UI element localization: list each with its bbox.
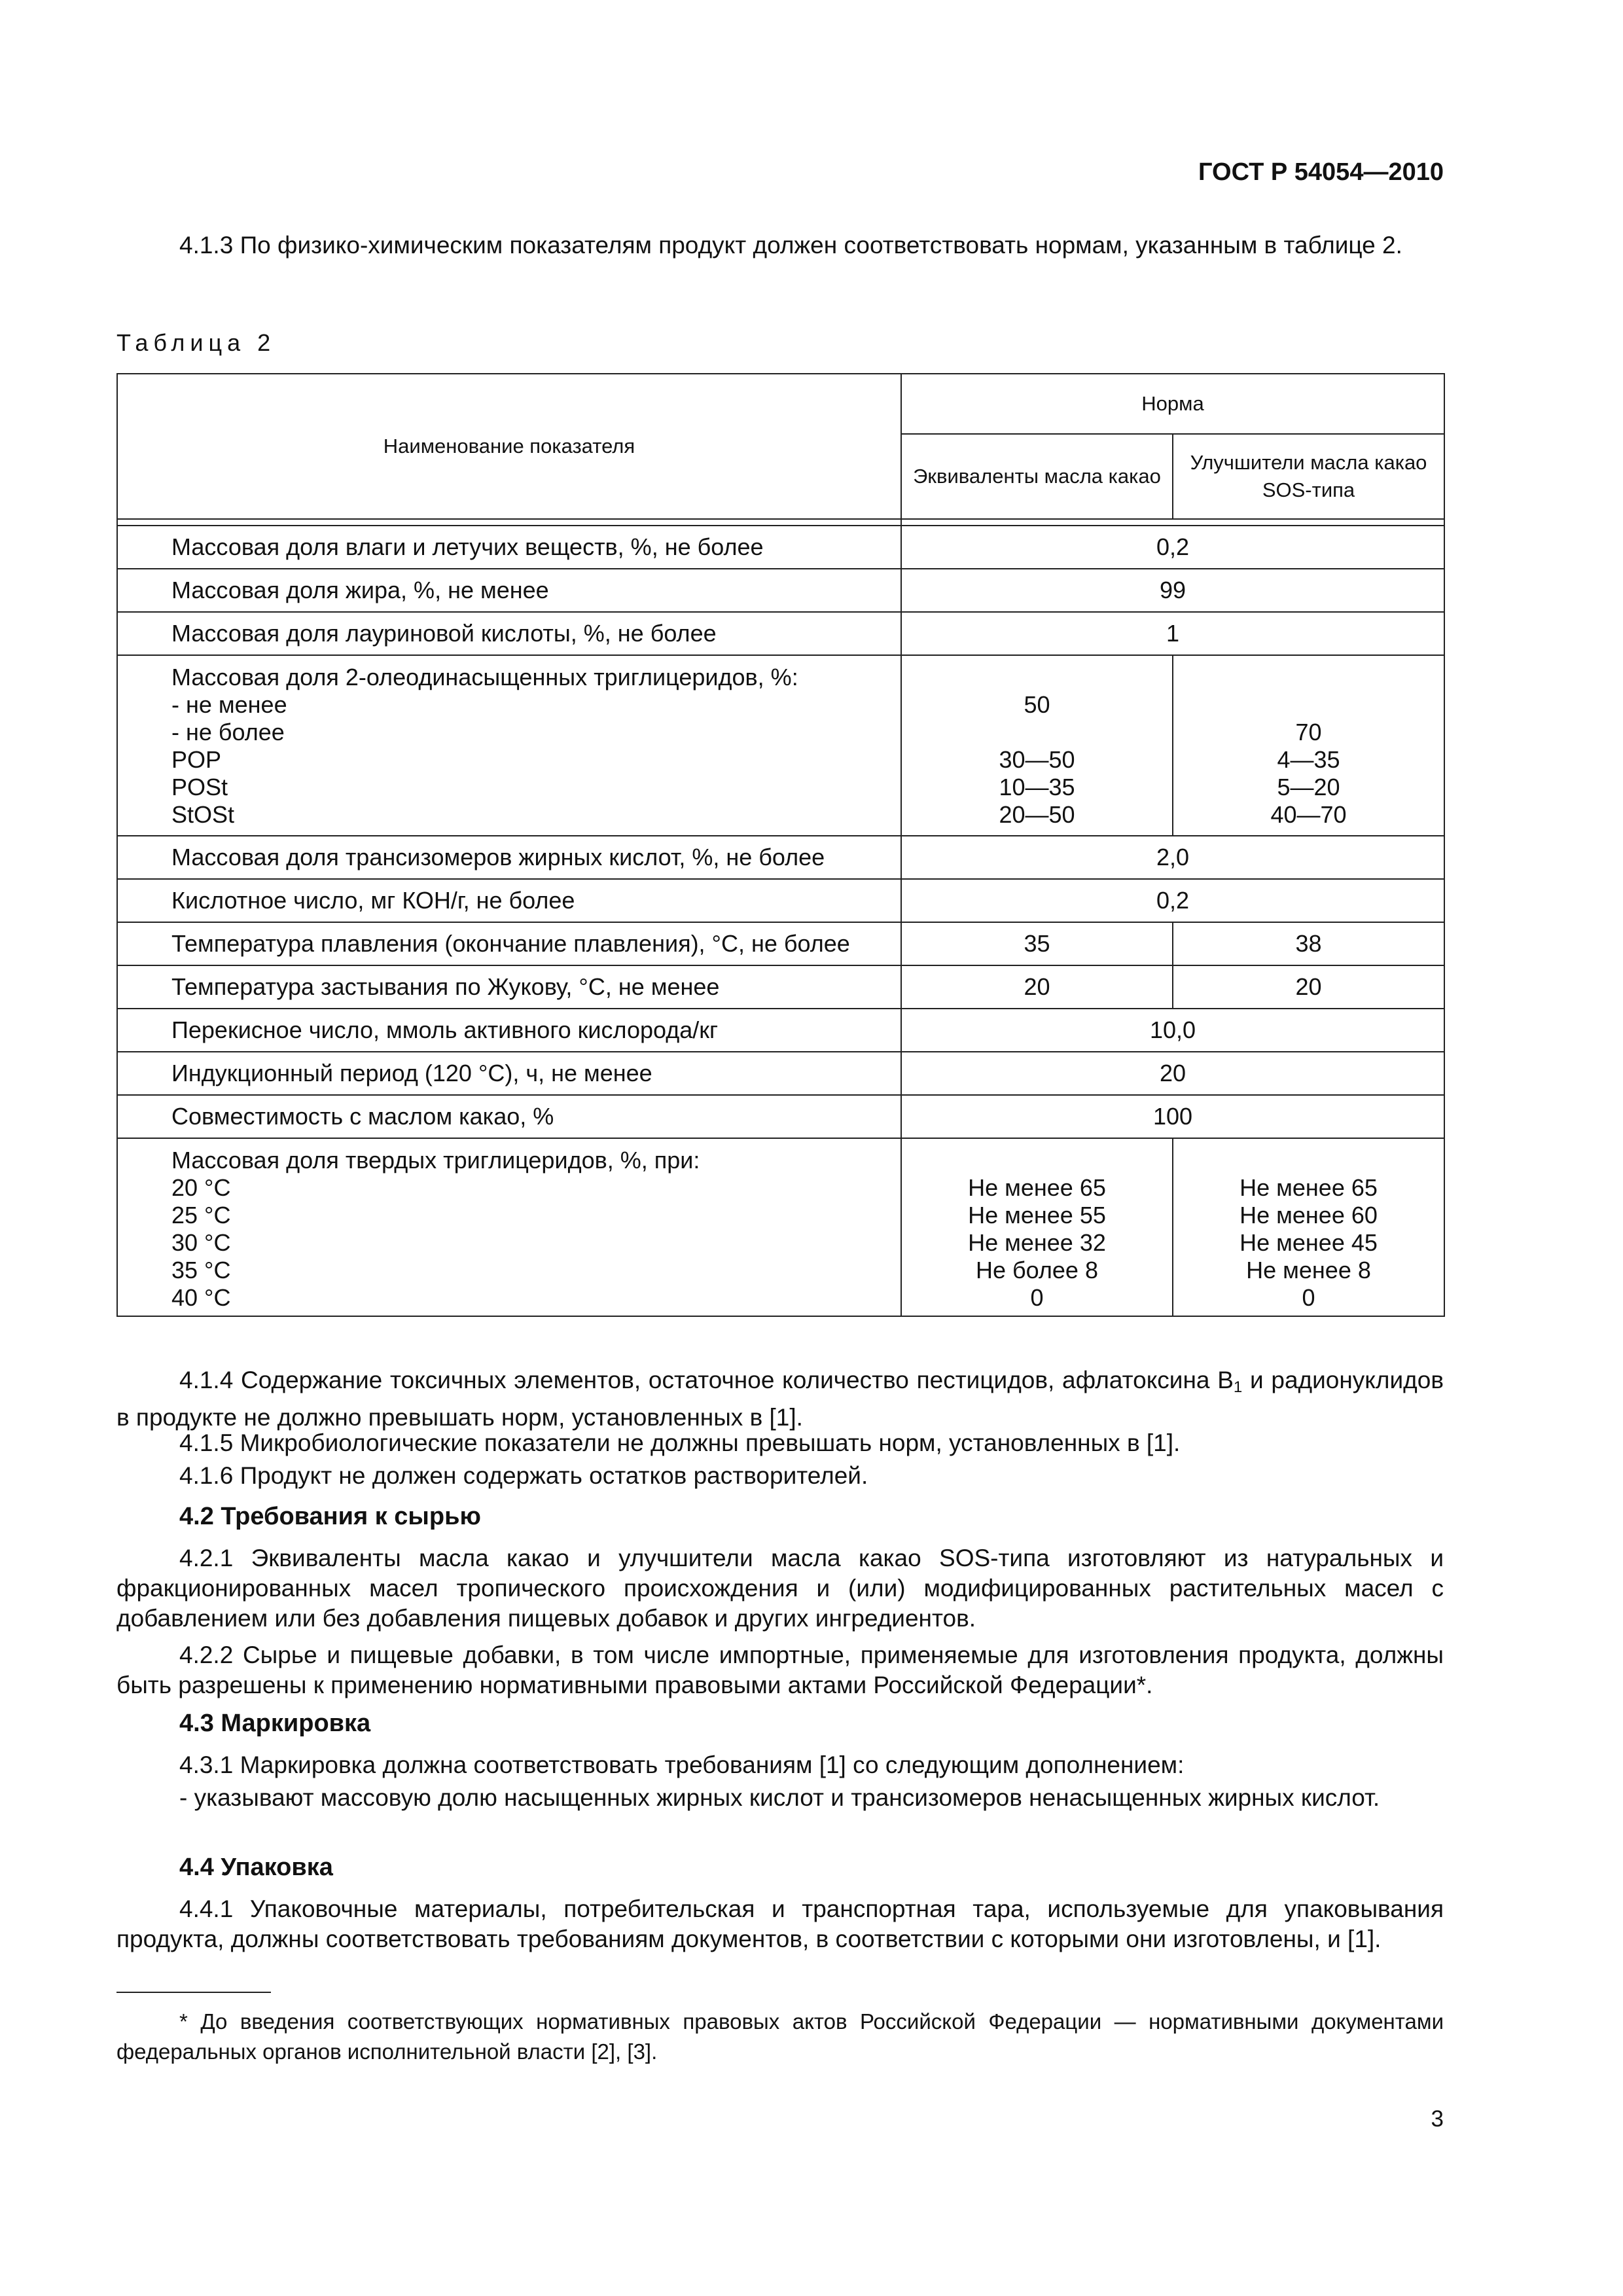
paragraph-4-1-4: 4.1.4 Содержание токсичных элементов, остаточное количество пестицидов, афлатоксина $В_1$ и радионуклидов в продукте не должно превышать норм, установленных в [1]. (116, 1367, 1444, 1431)
row-value-equivalents: 35 (901, 922, 1173, 965)
table-row (117, 526, 1444, 569)
table-row (117, 1095, 1444, 1138)
row-value-equivalents: 50 30—50 10—35 20—50 (901, 655, 1173, 836)
paragraph-4-1-3: 4.1.3 По физико-химическим показателям продукт должен соответствовать нормам, указанным в таблице 2. (179, 232, 1402, 259)
footnote-divider (116, 1992, 271, 1993)
table-caption: Таблица 2 (116, 329, 276, 356)
section-title-4-3: 4.3 Маркировка (179, 1710, 371, 1737)
table-row (117, 1009, 1444, 1052)
paragraph-4-1-6: 4.1.6 Продукт не должен содержать остатков растворителей. (179, 1462, 868, 1489)
table-row (117, 879, 1444, 922)
table-row (117, 922, 1444, 965)
row-value: 100 (901, 1095, 1444, 1138)
row-name: Массовая доля лауриновой кислоты, %, не более (117, 612, 901, 655)
row-name: Массовая доля трансизомеров жирных кислот, %, не более (117, 836, 901, 879)
paragraph-4-1-5: 4.1.5 Микробиологические показатели не должны превышать норм, установленных в [1]. (179, 1429, 1181, 1456)
table-2 (116, 373, 1445, 1317)
row-name: Массовая доля жира, %, не менее (117, 569, 901, 612)
paragraph-4-2-2: 4.2.2 Сырье и пищевые добавки, в том числе импортные, применяемые для изготовления продукта, должны быть разрешены к применению нормативными правовыми актами Российской Федерации*. (116, 1641, 1444, 1698)
row-name: Массовая доля влаги и летучих веществ, %, не более (117, 526, 901, 569)
row-value: 2,0 (901, 836, 1444, 879)
row-value-improvers: Не менее 65 Не менее 60 Не менее 45 Не менее 8 0 (1173, 1138, 1444, 1316)
table-row-solid-triglycerides (117, 1138, 1444, 1316)
column-header-norm: Норма (901, 374, 1444, 434)
row-value-equivalents: 20 (901, 965, 1173, 1009)
row-name: Совместимость с маслом какао, % (117, 1095, 901, 1138)
row-value: 10,0 (901, 1009, 1444, 1052)
header-separator (117, 519, 1444, 526)
row-value: 1 (901, 612, 1444, 655)
row-name: Температура застывания по Жукову, °С, не менее (117, 965, 901, 1009)
list-item-marking: - указывают массовую долю насыщенных жирных кислот и трансизомеров ненасыщенных жирных кислот. (179, 1784, 1380, 1811)
paragraph-4-4-1: 4.4.1 Упаковочные материалы, потребительская и транспортная тара, используемые для упаковывания продукта, должны соответствовать требованиям документов, в соответствии с которыми они изготовлены, и [1]. (116, 1895, 1444, 1952)
table-row (117, 569, 1444, 612)
table-row (117, 612, 1444, 655)
document-id: ГОСТ Р 54054—2010 (1198, 158, 1444, 186)
page-number: 3 (1431, 2106, 1444, 2132)
section-title-4-4: 4.4 Упаковка (179, 1854, 333, 1881)
column-header-name: Наименование показателя (117, 374, 901, 519)
table-row (117, 1052, 1444, 1095)
row-value: 99 (901, 569, 1444, 612)
footnote: * До введения соответствующих нормативных правовых актов Российской Федерации — нормативными документами федеральных органов исполнительной власти [2], [3]. (116, 2009, 1444, 2064)
section-title-4-2: 4.2 Требования к сырью (179, 1503, 481, 1530)
row-name: Температура плавления (окончание плавления), °С, не более (117, 922, 901, 965)
row-value-equivalents: Не менее 65 Не менее 55 Не менее 32 Не более 8 0 (901, 1138, 1173, 1316)
paragraph-4-3-1: 4.3.1 Маркировка должна соответствовать требованиям [1] со следующим дополнением: (179, 1751, 1185, 1778)
row-name: Индукционный период (120 °С), ч, не менее (117, 1052, 901, 1095)
table-row-triglycerides (117, 655, 1444, 836)
row-name: Кислотное число, мг КОН/г, не более (117, 879, 901, 922)
row-value-improvers: 20 (1173, 965, 1444, 1009)
row-name: Массовая доля 2-олеодинасыщенных триглицеридов, %: - не менее - не более POP POSt StOSt (117, 655, 901, 836)
row-value: 0,2 (901, 526, 1444, 569)
column-header-improvers: Улучшители масла какао SOS-типа (1173, 434, 1444, 519)
row-value-improvers: 70 4—35 5—20 40—70 (1173, 655, 1444, 836)
row-value-improvers: 38 (1173, 922, 1444, 965)
paragraph-4-2-1: 4.2.1 Эквиваленты масла какао и улучшители масла какао SOS-типа изготовляют из натуральных и фракционированных масел тропического происхождения и (или) модифицированных растительных масел с добавлением или без добавления пищевых добавок и других ингредиентов. (116, 1545, 1444, 1632)
row-name: Массовая доля твердых триглицеридов, %, при: 20 °С 25 °С 30 °С 35 °С 40 °С (117, 1138, 901, 1316)
row-value: 0,2 (901, 879, 1444, 922)
row-name: Перекисное число, ммоль активного кислорода/кг (117, 1009, 901, 1052)
column-header-equivalents: Эквиваленты масла какао (901, 434, 1173, 519)
row-value: 20 (901, 1052, 1444, 1095)
table-row (117, 836, 1444, 879)
table-row (117, 965, 1444, 1009)
